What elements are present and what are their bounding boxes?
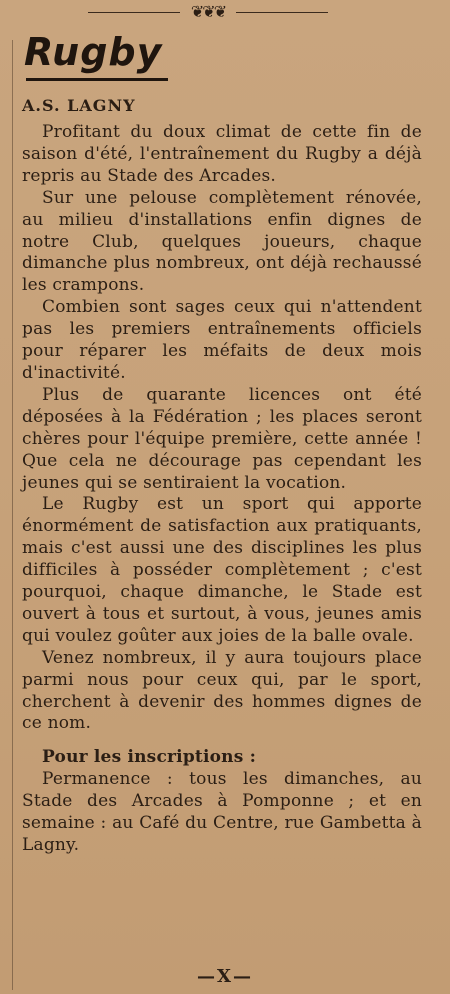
headline-underline <box>26 78 168 81</box>
paragraph: Combien sont sages ceux qui n'attendent pas les premiers entraînements officiels pour réparer les méfaits de deux mois d'inactivité. <box>22 297 422 383</box>
inscriptions-text: Permanence : tous les dimanches, au Stade des Arcades à Pomponne ; et en semaine : au Café du Centre, rue Gambetta à Lagny. <box>22 769 422 855</box>
end-mark: —X— <box>197 966 253 987</box>
ornament-line-right <box>236 12 328 13</box>
paragraph: Profitant du doux climat de cette fin de saison d'été, l'entraînement du Rugby a déjà repris au Stade des Arcades. <box>22 122 422 186</box>
header-ornament <box>88 2 328 24</box>
paragraph: Plus de quarante licences ont été déposées à la Fédération ; les places seront chères pour l'équipe première, cette année ! Que cela ne décourage pas cependant les jeunes qui se sentiraient la vocation. <box>22 384 422 493</box>
column-rule <box>12 40 13 990</box>
club-name: A.S. LAGNY <box>22 96 136 115</box>
article-headline: Rugby <box>24 30 163 74</box>
article-body <box>22 122 422 857</box>
fleuron-icon: ❦❦❦ <box>190 2 226 21</box>
paragraph: Le Rugby est un sport qui apporte énormément de satisfaction aux pratiquants, mais c'est aussi une des disciplines les plus difficiles à posséder complètement ; c'est pourquoi, chaque dimanche, le Stade est ouvert à tous et surtout, à vous, jeunes amis qui voulez goûter aux joies de la balle ovale. <box>22 494 422 646</box>
paragraph: Sur une pelouse complètement rénovée, au milieu d'installations enfin dignes de notre Club, quelques joueurs, chaque dimanche plus nombreux, ont déjà rechaussé les crampons. <box>22 187 422 296</box>
paragraph: Venez nombreux, il y aura toujours place parmi nous pour ceux qui, par le sport, cherchent à devenir des hommes dignes de ce nom. <box>22 647 422 734</box>
inscriptions-heading: Pour les inscriptions : <box>42 747 257 768</box>
ornament-line-left <box>88 12 180 13</box>
